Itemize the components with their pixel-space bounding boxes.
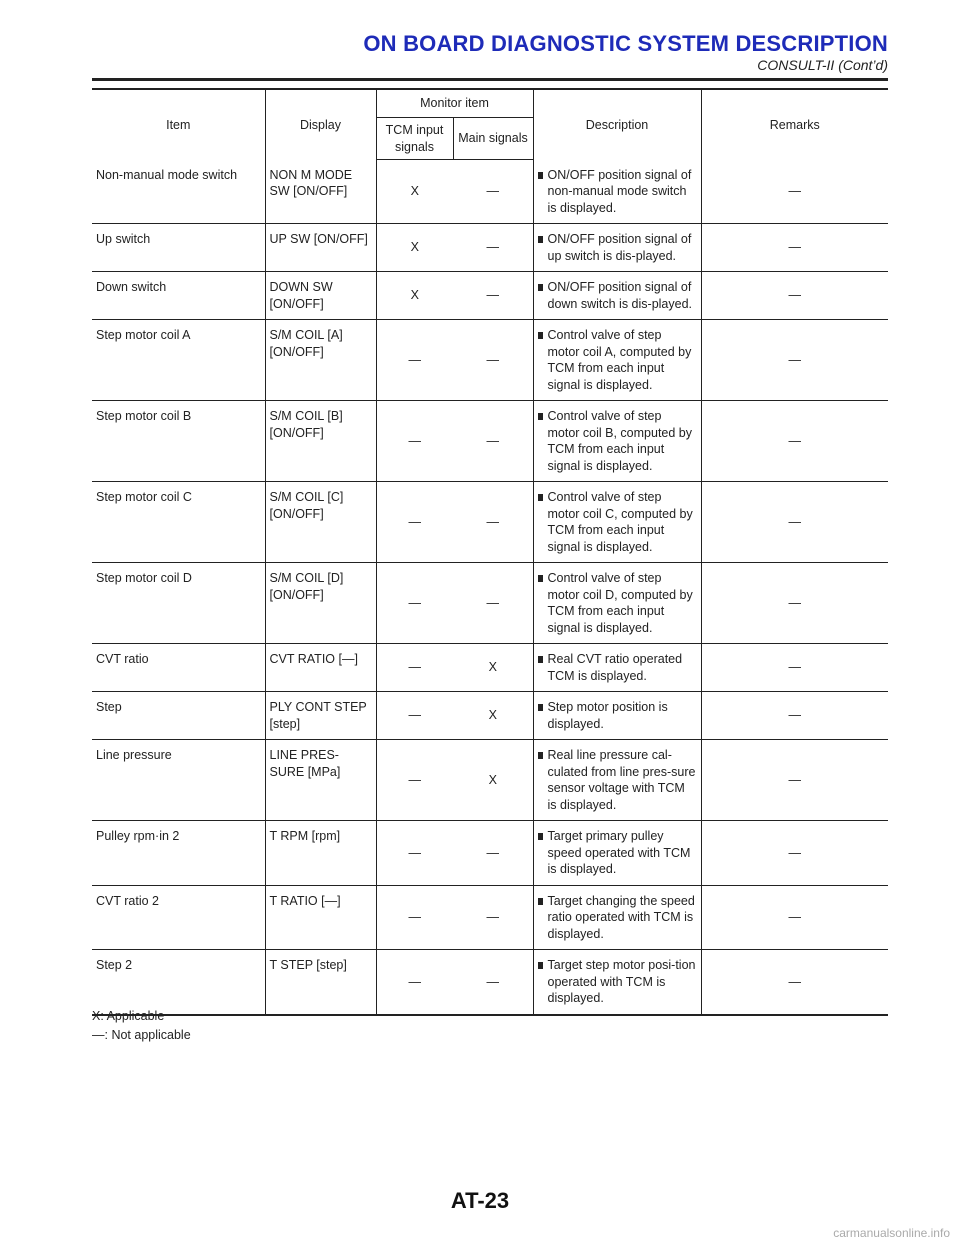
bullet-icon [538,494,543,501]
cell-display: LINE PRES-SURE [MPa] [265,740,376,821]
cell-item: Step motor coil A [92,320,265,401]
description-text: Target step motor posi-tion operated with TCM is displayed. [547,958,696,1005]
cell-display: T STEP [step] [265,950,376,1015]
cell-item: Line pressure [92,740,265,821]
description-text: Real line pressure cal-culated from line pres-sure sensor voltage with TCM is displayed. [547,748,696,812]
cell-main-signals: — [453,482,533,563]
cell-description [533,160,701,224]
cell-description [533,482,701,563]
cell-display: S/M COIL [B] [ON/OFF] [265,401,376,482]
table-row [92,563,888,644]
bullet-icon [538,752,543,759]
description-text: Control valve of step motor coil B, computed by TCM from each input signal is displayed. [547,409,693,473]
cell-main-signals: — [453,160,533,224]
cell-description [533,740,701,821]
cell-item: CVT ratio 2 [92,885,265,950]
bullet-icon [538,656,543,663]
cell-tcm-input: — [376,401,453,482]
cell-tcm-input: X [376,272,453,320]
cell-display: UP SW [ON/OFF] [265,224,376,272]
cell-item: CVT ratio [92,644,265,692]
cell-description [533,821,701,886]
description-block [538,408,697,474]
description-block [538,699,697,732]
cell-tcm-input: — [376,950,453,1015]
header-monitor-item: Monitor item [376,89,533,118]
table-row [92,401,888,482]
legend-applicable: X: Applicable [92,1009,165,1023]
legend-not-applicable: —: Not applicable [92,1028,191,1042]
description-text: Target primary pulley speed operated with TCM is displayed. [547,829,691,876]
cell-main-signals: — [453,563,533,644]
cell-main-signals: — [453,885,533,950]
cell-display: CVT RATIO [—] [265,644,376,692]
cell-description [533,885,701,950]
cell-remarks: — [701,644,888,692]
legend [92,1007,191,1045]
cell-remarks: — [701,401,888,482]
table-row [92,224,888,272]
description-block [538,167,697,217]
description-text: ON/OFF position signal of non-manual mode switch is displayed. [547,167,692,215]
cell-tcm-input: — [376,482,453,563]
cell-display: S/M COIL [D] [ON/OFF] [265,563,376,644]
table-row [92,272,888,320]
cell-item: Up switch [92,224,265,272]
description-text: Control valve of step motor coil C, computed by TCM from each input signal is displayed. [547,490,693,554]
cell-tcm-input: X [376,224,453,272]
page-title: ON BOARD DIAGNOSTIC SYSTEM DESCRIPTION [363,31,888,56]
cell-display: NON M MODE SW [ON/OFF] [265,160,376,224]
monitor-item-table [92,88,888,1016]
bullet-icon [538,833,543,840]
description-text: Control valve of step motor coil D, computed by TCM from each input signal is displayed. [547,571,693,635]
bullet-icon [538,172,543,179]
cell-remarks: — [701,160,888,224]
table-body [92,160,888,1015]
description-block [538,279,697,312]
description-text: Control valve of step motor coil A, computed by TCM from each input signal is displayed. [547,328,692,392]
bullet-icon [538,962,543,969]
cell-description [533,401,701,482]
cell-tcm-input: — [376,821,453,886]
cell-tcm-input: — [376,692,453,740]
cell-tcm-input: — [376,320,453,401]
bullet-icon [538,704,543,711]
cell-remarks: — [701,320,888,401]
cell-tcm-input: — [376,740,453,821]
cell-main-signals: X [453,692,533,740]
header-remarks: Remarks [701,89,888,160]
page-subtitle: CONSULT-II (Cont’d) [757,57,888,73]
description-block [538,651,697,684]
cell-main-signals: — [453,320,533,401]
header-item: Item [166,117,191,132]
cell-remarks: — [701,950,888,1015]
cell-main-signals: X [453,644,533,692]
cell-remarks: — [701,821,888,886]
cell-item: Non-manual mode switch [92,160,265,224]
cell-item: Step [92,692,265,740]
cell-main-signals: — [453,224,533,272]
table-row [92,885,888,950]
description-block [538,231,697,264]
cell-description [533,224,701,272]
cell-main-signals: X [453,740,533,821]
cell-display: S/M COIL [A] [ON/OFF] [265,320,376,401]
cell-tcm-input: X [376,160,453,224]
cell-item: Step 2 [92,950,265,1015]
cell-display: PLY CONT STEP [step] [265,692,376,740]
cell-description [533,644,701,692]
cell-display: DOWN SW [ON/OFF] [265,272,376,320]
header-display: Display [265,89,376,160]
cell-remarks: — [701,740,888,821]
header-main-signals: Main signals [453,118,533,160]
cell-item: Step motor coil B [92,401,265,482]
cell-display: T RATIO [—] [265,885,376,950]
cell-remarks: — [701,692,888,740]
table-row [92,692,888,740]
cell-description [533,692,701,740]
cell-tcm-input: — [376,885,453,950]
cell-main-signals: — [453,272,533,320]
cell-remarks: — [701,224,888,272]
description-text: Real CVT ratio operated TCM is displayed. [547,652,683,683]
table-row [92,821,888,886]
description-text: Target changing the speed ratio operated with TCM is displayed. [547,893,695,941]
description-text: Step motor position is displayed. [547,700,668,731]
cell-item: Step motor coil D [92,563,265,644]
description-block [538,327,697,393]
bullet-icon [538,413,543,420]
cell-item: Down switch [92,272,265,320]
cell-remarks: — [701,272,888,320]
cell-remarks: — [701,885,888,950]
cell-remarks: — [701,482,888,563]
cell-main-signals: — [453,950,533,1015]
table-row [92,160,888,224]
bullet-icon [538,898,543,905]
description-block [538,893,697,943]
header-description: Description [533,89,701,160]
cell-tcm-input: — [376,563,453,644]
cell-tcm-input: — [376,644,453,692]
cell-display: T RPM [rpm] [265,821,376,886]
description-block [538,957,697,1007]
cell-description [533,563,701,644]
description-text: ON/OFF position signal of up switch is dis-played. [547,232,692,263]
cell-remarks: — [701,563,888,644]
cell-description [533,320,701,401]
bullet-icon [538,332,543,339]
bullet-icon [538,236,543,243]
cell-item: Pulley rpm·in 2 [92,821,265,886]
header-rule [92,78,888,81]
table-row [92,644,888,692]
cell-description [533,272,701,320]
cell-main-signals: — [453,821,533,886]
description-block [538,828,697,878]
table-row [92,482,888,563]
cell-item: Step motor coil C [92,482,265,563]
watermark: carmanualsonline.info [833,1226,950,1240]
cell-description [533,950,701,1015]
bullet-icon [538,284,543,291]
cell-display: S/M COIL [C] [ON/OFF] [265,482,376,563]
table-row [92,320,888,401]
description-block [538,489,697,555]
cell-main-signals: — [453,401,533,482]
description-block [538,747,697,813]
bullet-icon [538,575,543,582]
header-tcm-input: TCM input signals [376,118,453,160]
description-text: ON/OFF position signal of down switch is dis-played. [547,280,693,311]
description-block [538,570,697,636]
page-number: AT-23 [450,1188,510,1213]
table-row [92,740,888,821]
table-row [92,950,888,1015]
